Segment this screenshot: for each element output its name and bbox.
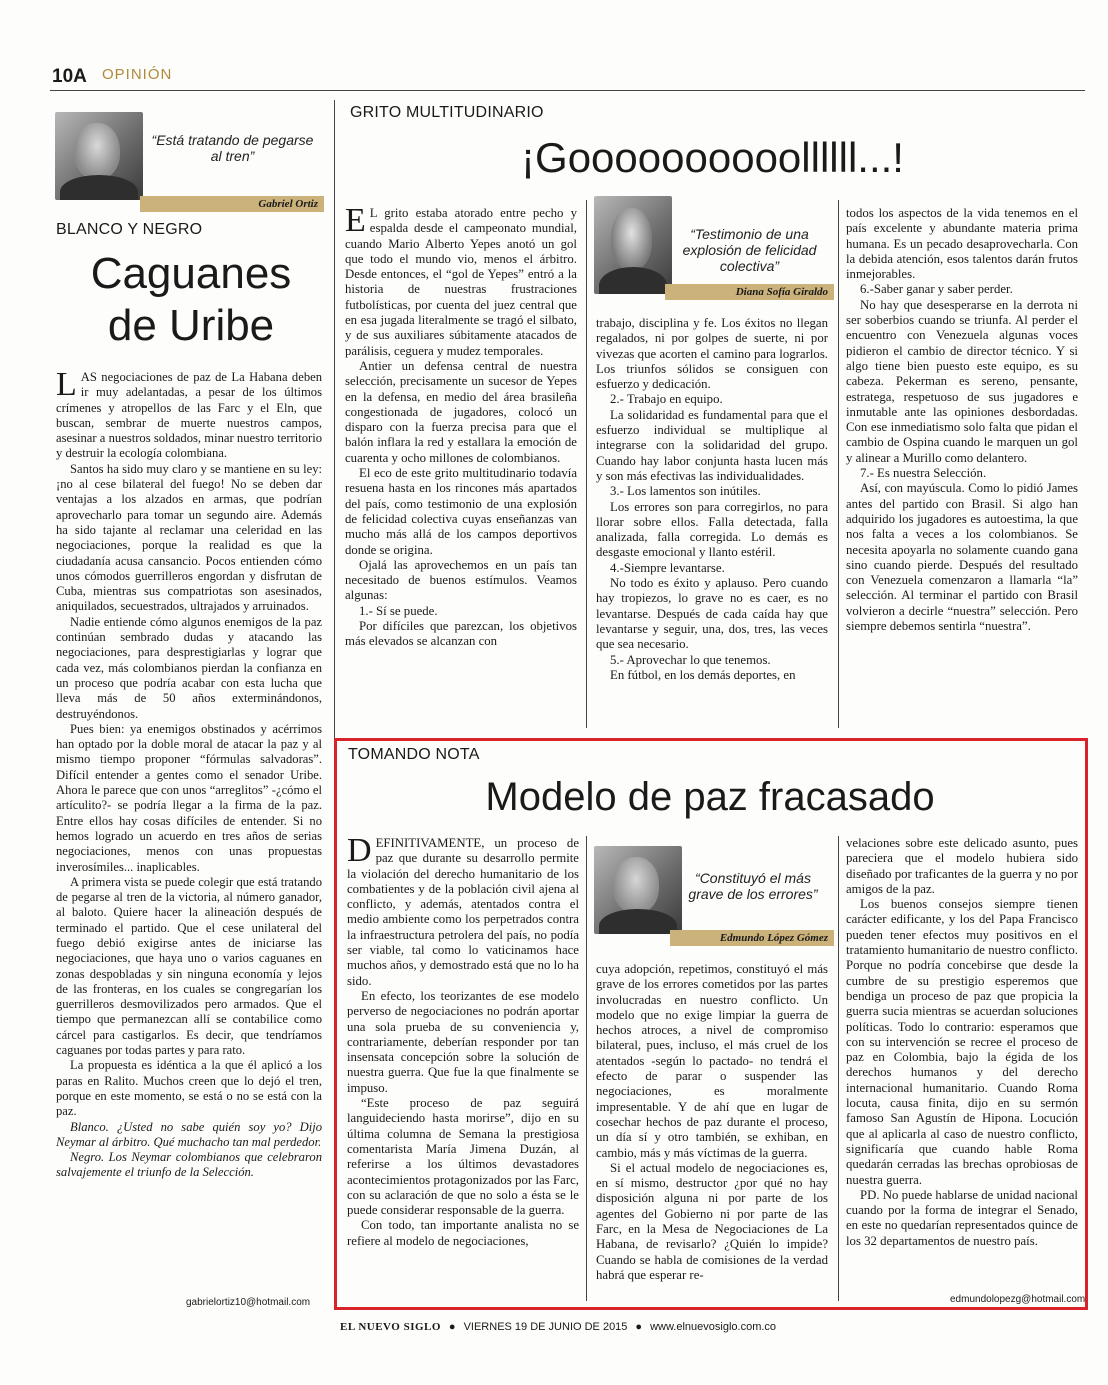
paragraph: No todo es éxito y aplauso. Pero cuando hay tropiezos, lo grave no es caer, es no levantarse. Después de cada caída hay que levantarse y seguir, una, dos, tres, las veces que sea necesario. [596, 576, 828, 652]
paragraph: Negro. Los Neymar colombianos que celebraron salvajemente el triunfo de la Selección. [56, 1150, 322, 1180]
author-byline-left: Gabriel Ortiz [140, 196, 324, 212]
paragraph: AS negociaciones de paz de La Habana deben ir muy adelantadas, a pesar de los últimos crímenes y atropellos de las Farc y el Eln, que buscan, sembrar de muerte nuestros campos, asesinar a nuestros soldados, minar nuestro territorio y destruir la ecología colombiana. [56, 370, 322, 461]
page-number: 10A [52, 66, 87, 87]
paragraph: EFINITIVAMENTE, un proceso de paz que durante su desarrollo permite la violación del derecho humanitario de los combatientes y de la población civil ajena al conflicto, y además, atentados contra el medio ambiente como los perpetrados contra la infraestructura petrolera del país, no podía ser viable, tal como lo vaticinamos hace muchos años, y demostrado está que no lo ha sido. [347, 836, 579, 988]
top-article-col2 [596, 316, 828, 683]
author-photo-edmundo-lopez-gomez [594, 846, 682, 934]
website-link[interactable]: www.elnuevosiglo.com.co [650, 1321, 777, 1333]
pull-quote-left: “Está tratando de pegarse al tren” [151, 132, 314, 164]
headline-top: ¡Goooooooooollllll...! [521, 134, 904, 181]
paragraph: L grito estaba atorado entre pecho y espalda desde el campeonato mundial, cuando Mario Alberto Yepes anotó un gol que todo el mundo vio, menos el árbitro. Desde entonces, el “gol de Yepes” entró a la historia de nuestras frustraciones futbolísticas, por cuenta del juez central que en esa jugada literalmente se tragó el silbato, y de sus auxiliares súbitamente atacados de parálisis, ceguera y mudez temporales. [345, 206, 577, 358]
paragraph: Si el actual modelo de negociaciones es, en sí mismo, destructor ¿por qué no hay disposición alguna ni por parte de los agentes del Gobierno ni por parte de las Farc, en la Mesa de Negociaciones de La Habana, de revisarlo? ¿Quién lo impide? Cuando se habla de comisiones de la verdad habrá que esperar re- [596, 1160, 828, 1282]
paragraph: A primera vista se puede colegir que está tratando de pegarse al tren de la victoria, al número ganador, al baloto. Quiere hacer la alineación después de terminado el partido. Que el cese unilateral del fuego debió exigirse antes de iniciarse las negociaciones, que haya uno o varios caguanes en zonas despobladas y sin ninguna economía y lejos de las fronteras, en los cuales se congregarían los guerrilleros desmovilizados pero armados. Que el tiempo que permanezcan allí se contabilice como cárcel para castigarlos. Es decir, que tendríamos caguanes por todas partes y para rato. [56, 874, 322, 1058]
email-link-left[interactable]: gabrielortiz10@hotmail.com [186, 1297, 311, 1308]
column-divider-top-2 [838, 200, 839, 728]
paragraph: Los errores son para corregirlos, no para llorar sobre ellos. Falla detectada, falla analizada, falla corregida. Lo demás es desgaste emocional y llanto estéril. [596, 499, 828, 560]
article-body-left [56, 366, 322, 1181]
paragraph: La solidaridad es fundamental para que el esfuerzo individual se multiplique al integrarse con la solidaridad del grupo. Cuando hay labor conjunta hasta lucen más y son más efectivas las individualidades. [596, 407, 828, 483]
footer [340, 1318, 900, 1336]
issue-date: VIERNES 19 DE JUNIO DE 2015 [463, 1321, 628, 1333]
newspaper-logo: EL NUEVO SIGLO [340, 1321, 441, 1333]
kicker-left: BLANCO Y NEGRO [56, 221, 203, 238]
paragraph: 1.- Sí se puede. [359, 603, 438, 618]
bottom-article-col3 [846, 836, 1078, 1249]
pull-quote-top: “Testimonio de una explosión de felicidad colectiva” [682, 226, 817, 274]
column-divider-top-1 [586, 200, 587, 728]
paragraph: cuya adopción, repetimos, constituyó el más grave de los errores cometidos por las partes involucradas en nuestro conflicto. Un modelo que no exige limpiar la guerra de hechos atroces, a nivel de compromiso bilateral, pues, incluso, el más cruel de los atentados -según lo pactado- no tendrá el efecto de parar o suspender las negociaciones, es moralmente impresentable. Y de ahí que en lugar de cosechar hechos de paz durante el proceso, un día sí y otro también, se exhiban, en cambio, más y más víctimas de la guerra. [596, 962, 828, 1160]
paragraph: todos los aspectos de la vida tenemos en el país excelente y abundante materia prima humana. Es un pecado desaprovecharla. Con la debida atención, esos talentos darán frutos inmejorables. [846, 206, 1078, 282]
paragraph: Nadie entiende cómo algunos enemigos de la paz continúan sembrado dudas y atacando las negociaciones, para desprestigiarlas y lograr que cada vez, más colombianos pierdan la confianza en un proceso que podría acabar con esta lucha que lleva más de 50 años exterminándonos, destruyéndonos. [56, 614, 322, 721]
paragraph: Los buenos consejos siempre tienen carácter edificante, y los del Papa Francisco pueden tener efectos muy positivos en el tratamiento humanitario de nuestro conflicto. Porque no podría concebirse que desde la cumbre de su prestigio esperemos que bendiga un proceso de paz que propicia la guerra sucia mientras se acuerdan soluciones políticas. Todo lo contrario: esperamos que con su intervención se recree el proceso de paz en Colombia, bajo la égida de los derechos humanos y del derecho internacional humanitario. Cuando Roma locuta, causa finita, dijo en su sermón famoso San Agustín de Hipona. Locución que al aplicarla al caso de nuestro conflicto, significaría que cuando hable Roma quedarán cerradas las brechas oprobiosas de nuestra guerra. [846, 897, 1078, 1187]
kicker-top: GRITO MULTITUDINARIO [350, 104, 544, 121]
top-article-col3 [846, 206, 1078, 634]
dropcap-bottom: D [347, 832, 372, 869]
paragraph: No hay que desesperarse en la derrota ni ser soberbios cuando se triunfa. Al perder el encuentro con Venezuela algunas voces pidieron el cambio de director técnico. Y si algo tiene bien puesto este equipo, es su cabeza. Pekerman es sereno, pensante, estratega, respetuoso de sus jugadores e inmutable ante las opiniones desbordadas. Con ese inmediatismo solo falta que pidan el cambio de Ospina cuando le marquen un gol y alinear a Murillo como delantero. [846, 297, 1078, 465]
paragraph: PD. No puede hablarse de unidad nacional cuando por la forma de integrar el Senado, en este no quedarían representados quince de los 32 departamentos de nuestro país. [846, 1187, 1078, 1248]
email-link-bottom[interactable]: edmundolopezg@hotmail.com [950, 1294, 1086, 1305]
paragraph: “Este proceso de paz seguirá languideciendo hasta morirse”, dijo en su última columna de Semana la prestigiosa comentarista María Jimena Duzán, al referirse a los últimos devastadores acontecimientos protagonizados por las Farc, con su aclaración de que no solo a ésta se le puede considerar responsable de la guerra. [347, 1096, 579, 1218]
author-byline-bottom: Edmundo López Gómez [670, 930, 834, 946]
paragraph: Blanco. ¿Usted no sabe quién soy yo? Dijo Neymar al árbitro. Qué muchacho tan mal perdedor. [56, 1119, 322, 1149]
paragraph: 3.- Los lamentos son inútiles. [610, 484, 761, 499]
headline-left-line1: Caguanes [90, 249, 292, 298]
dropcap-left: L [56, 366, 77, 403]
section-name: OPINIÓN [102, 66, 173, 83]
paragraph: La propuesta es idéntica a la que él aplicó a los paras en Ralito. Muchos creen que lo dejó el tren, porque en este momento, se está o no se está con la paz. [56, 1058, 322, 1119]
bottom-article-col2 [596, 962, 828, 1283]
kicker-bottom: TOMANDO NOTA [348, 746, 480, 763]
paragraph: 5.- Aprovechar lo que tenemos. [610, 652, 771, 667]
paragraph: 2.- Trabajo en equipo. [610, 392, 723, 407]
paragraph: En fútbol, en los demás deportes, en [610, 667, 796, 682]
paragraph: Por difíciles que parezcan, los objetivos más elevados se alcanzan con [345, 619, 577, 649]
author-photo-diana-sofia-giraldo [594, 196, 672, 294]
paragraph: El eco de este grito multitudinario todavía resuena hasta en los rincones más apartados del país, como testimonio de una explosión de felicidad colectiva cuyas enseñanzas van mucho más allá de los campos deportivos donde se origina. [345, 466, 577, 557]
top-article-col1 [345, 202, 577, 650]
bullet-icon: ● [448, 1321, 456, 1333]
author-byline-top: Diana Sofía Giraldo [665, 284, 834, 300]
paragraph: velaciones sobre este delicado asunto, pues pareciera que el modelo hubiera sido diseñado por traficantes de la guerra y no por amigos de la paz. [846, 836, 1078, 896]
paragraph: 6.-Saber ganar y saber perder. [860, 282, 1013, 297]
dropcap-top: E [345, 202, 366, 239]
paragraph: 4.-Siempre levantarse. [610, 560, 725, 575]
header-rule [50, 90, 1085, 91]
pull-quote-bottom: “Constituyó el más grave de los errores” [688, 870, 818, 902]
column-divider-bottom-2 [838, 836, 839, 1301]
column-divider-bottom-1 [586, 836, 587, 1301]
paragraph: Así, con mayúscula. Como lo pidió James antes del partido con Brasil. Si algo han adquirido los jugadores es autoestima, la que nos falta a veces a los colombianos. Se necesita apoyarla no solamente cuando gana sino cuando pierde. Después del resultado con Venezuela comenzaron a llamarla “la” selección. Al terminar el partido con Brasil volvieron a decirle “nuestra” selección. Pero siempre debemos sentirla “nuestra”. [846, 481, 1078, 634]
paragraph: Con todo, tan importante analista no se refiere al modelo de negociaciones, [347, 1218, 579, 1248]
author-photo-gabriel-ortiz [55, 112, 143, 200]
headline-left-line2: de Uribe [107, 301, 275, 350]
bottom-article-col1 [347, 832, 579, 1249]
bullet-icon: ● [635, 1321, 643, 1333]
paragraph: Antier un defensa central de nuestra selección, precisamente un sucesor de Yepes en la defensa, en medio del área brasileña congestionada de jugadores, colocó un disparo con la fuerza precisa para que el balón inflara la red y estallara la emoción de cuarenta y ocho millones de colombianos. [345, 358, 577, 465]
paragraph: Pues bien: ya enemigos obstinados y acérrimos han optado por la doble moral de atacar la paz y al mismo tiempo proponer “fórmulas salvadoras”. Difícil entender a gentes como el senador Uribe. Ahora le parece que con unos “arreglitos” -¿cómo el artículito?- se podría llegar a la firma de la paz. Entre ellos hay cosas difíciles de entender. Si no hemos logrado un acuerdo en tres años de serias negociaciones, menos con unas propuestas inverosímiles... inaplicables. [56, 721, 322, 874]
paragraph: Ojalá las aprovechemos en un país tan necesitado de buenos estímulos. Veamos algunas: [345, 557, 577, 603]
headline-bottom: Modelo de paz fracasado [485, 775, 935, 819]
paragraph: trabajo, disciplina y fe. Los éxitos no llegan regalados, ni por golpes de suerte, ni por vivezas que acorten el camino para lograrlos. Los triunfos sólidos se consiguen con esfuerzo y dedicación. [596, 316, 828, 392]
paragraph: En efecto, los teorizantes de ese modelo perverso de negociaciones no podrán aportar una sola prueba de su conveniencia y, contrariamente, deberían responder por tan insensata concepción sobre la solución de nuestra guerra. Que fue la que finalmente se impuso. [347, 988, 579, 1095]
paragraph: Santos ha sido muy claro y se mantiene en su ley: ¡no al cese bilateral del fuego! No se deben dar ventajas a los alzados en armas, que podrían aprovecharlo para tomar un segundo aire. Además ha sido tajante al reclamar una celeridad en las negociaciones, porque la realidad es que la ciudadanía acusa cansancio. Pocos entienden cómo unos cómodos guerrilleros engordan y disfrutan de Cuba, mientras sus compatriotas son asesinados, aniquilados, secuestrados, ultrajados y arruinados. [56, 461, 322, 614]
paragraph: 7.- Es nuestra Selección. [860, 466, 987, 481]
